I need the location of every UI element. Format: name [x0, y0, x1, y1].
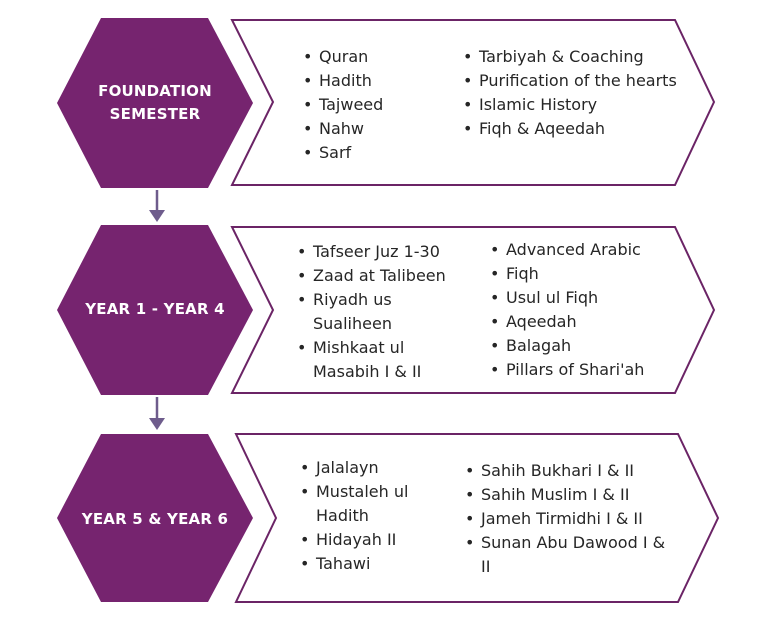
list-item: • Advanced Arabic: [490, 238, 670, 262]
list-item: • Mishkaat ul Masabih I & II: [297, 336, 472, 384]
list-item: • Tajweed: [303, 93, 453, 117]
list-item: • Sahih Muslim I & II: [465, 483, 670, 507]
stage-1-left-list: [303, 45, 453, 165]
stage-1-right-list: [463, 45, 678, 141]
list-item: • Tafseer Juz 1-30: [297, 240, 472, 264]
list-item: • Islamic History: [463, 93, 678, 117]
stage-3-left-list: [300, 456, 430, 576]
arrow-2-head: [149, 418, 165, 430]
list-item: • Tarbiyah & Coaching: [463, 45, 678, 69]
list-item: • Sahih Bukhari I & II: [465, 459, 670, 483]
list-item: • Balagah: [490, 334, 670, 358]
list-item: • Mustaleh ul Hadith: [300, 480, 430, 528]
list-item: • Hadith: [303, 69, 453, 93]
stage-2-right-list: [490, 238, 670, 382]
list-item: • Riyadh us Sualiheen: [297, 288, 472, 336]
list-item: • Aqeedah: [490, 310, 670, 334]
list-item: • Quran: [303, 45, 453, 69]
list-item: • Purification of the hearts: [463, 69, 678, 93]
list-item: • Tahawi: [300, 552, 430, 576]
list-item: • Fiqh & Aqeedah: [463, 117, 678, 141]
list-item: • Jameh Tirmidhi I & II: [465, 507, 670, 531]
list-item: • Fiqh: [490, 262, 670, 286]
list-item: • Sarf: [303, 141, 453, 165]
arrow-1-head: [149, 210, 165, 222]
list-item: • Zaad at Talibeen: [297, 264, 472, 288]
list-item: • Sunan Abu Dawood I & II: [465, 531, 670, 579]
stage-1-label: FOUNDATION SEMESTER: [98, 82, 212, 123]
stage-2-label: YEAR 1 - YEAR 4: [85, 299, 225, 318]
stage-3-label: YEAR 5 & YEAR 6: [81, 509, 229, 528]
list-item: • Nahw: [303, 117, 453, 141]
list-item: • Pillars of Shari'ah: [490, 358, 670, 382]
list-item: • Usul ul Fiqh: [490, 286, 670, 310]
list-item: • Jalalayn: [300, 456, 430, 480]
stage-2-left-list: [297, 240, 472, 384]
list-item: • Hidayah II: [300, 528, 430, 552]
stage-3-right-list: [465, 459, 670, 579]
